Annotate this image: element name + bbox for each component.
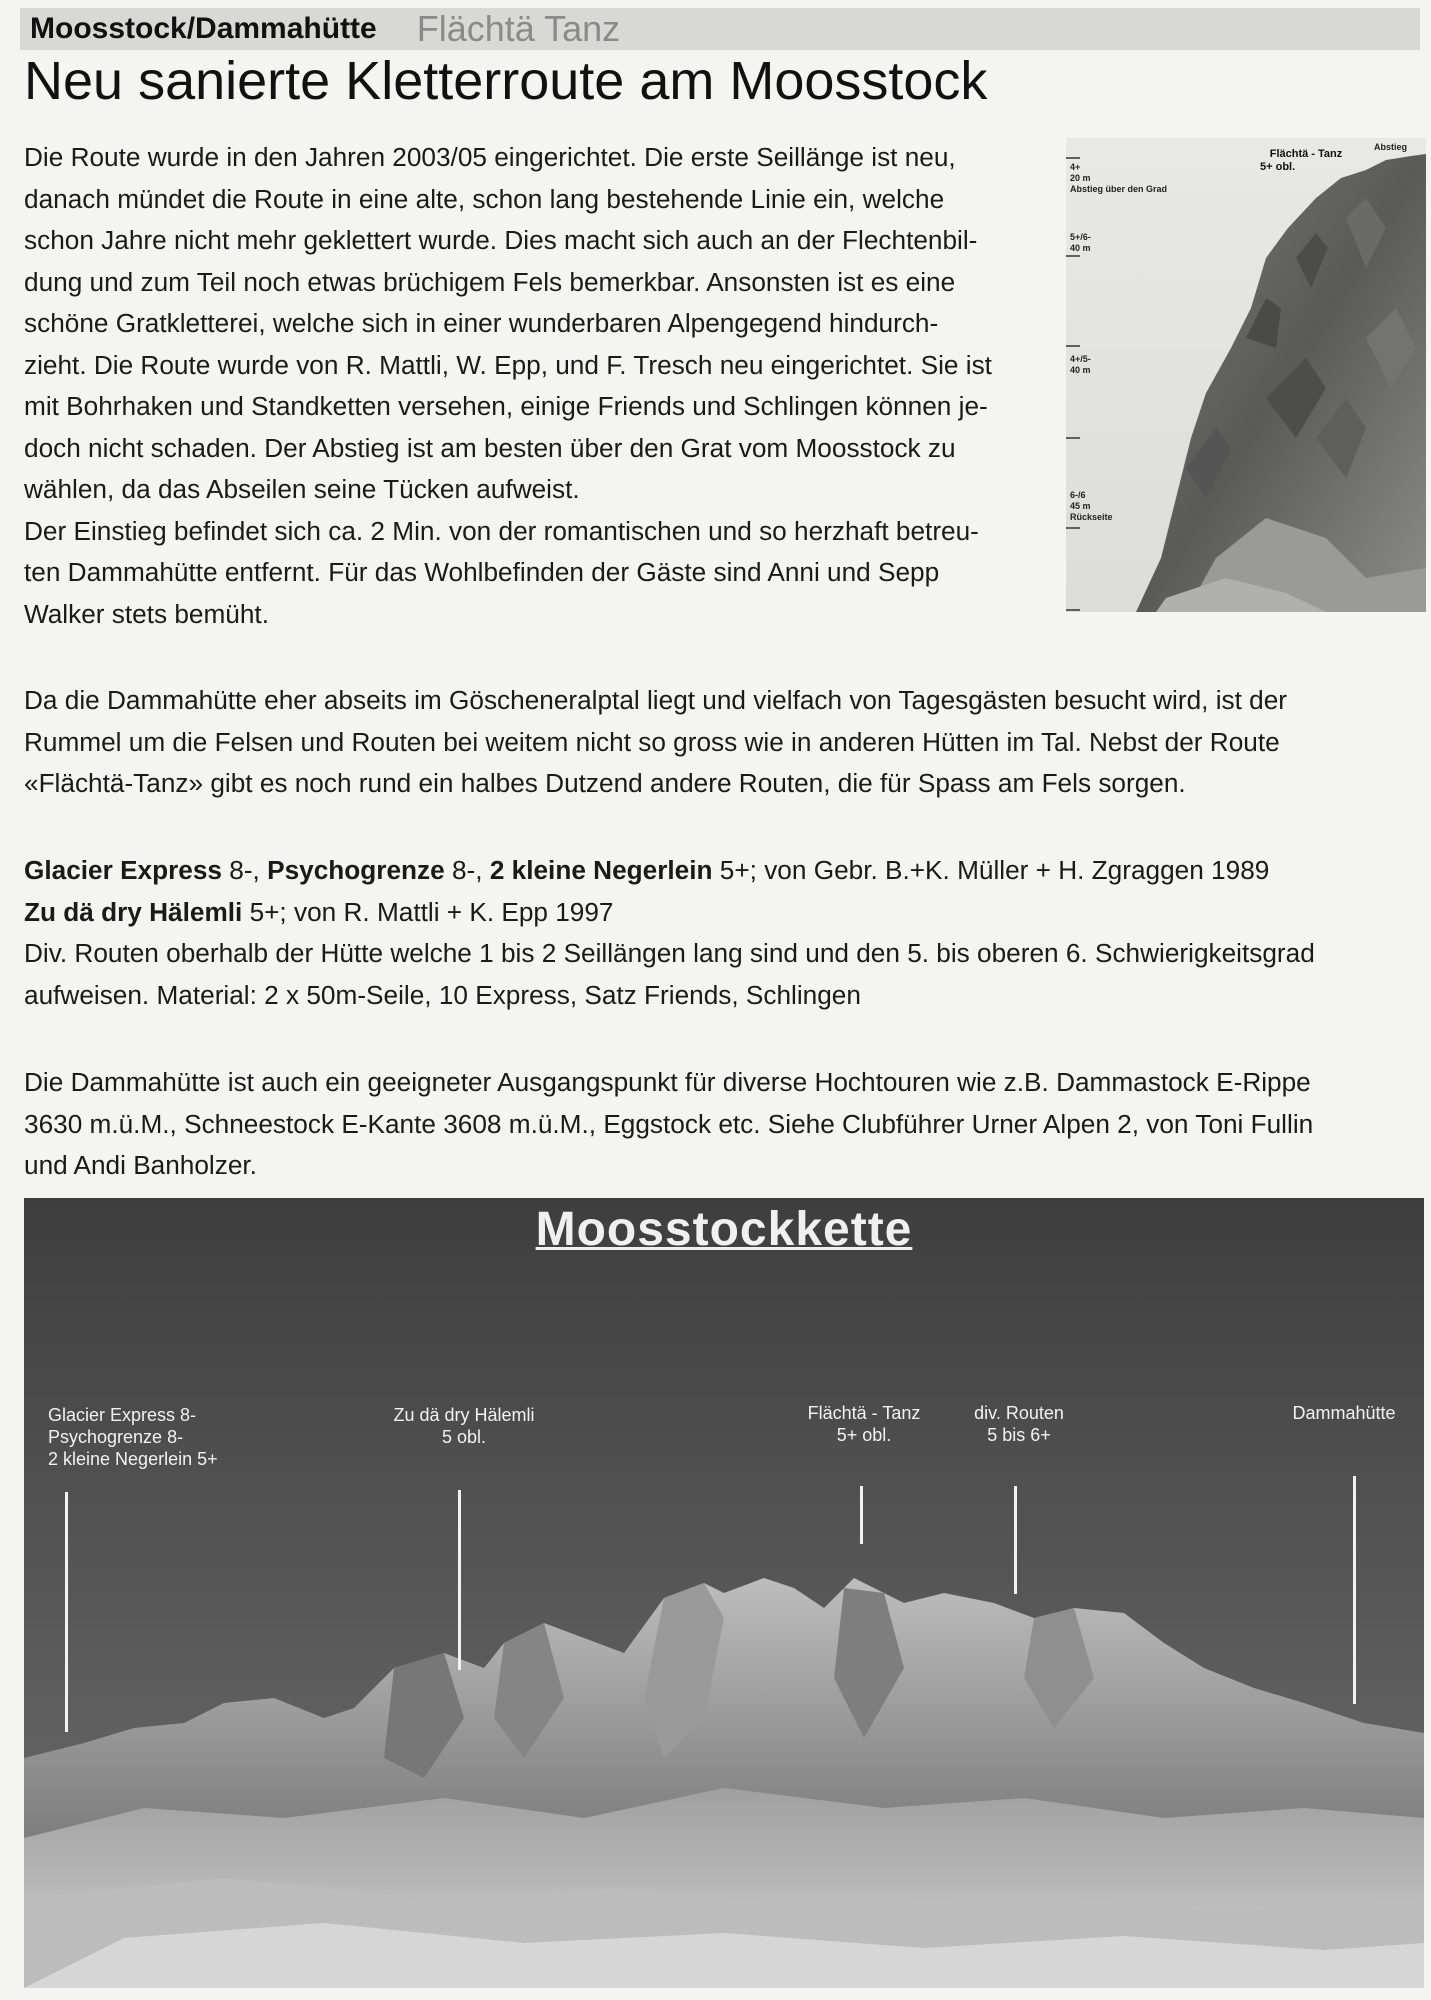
- pitch-length: 40 m: [1070, 365, 1091, 375]
- pitch-length: 45 m: [1070, 501, 1091, 511]
- route-line-1: [24, 850, 1420, 892]
- text-line: danach mündet die Route in eine alte, schon lang bestehende Linie ein, welche: [24, 183, 945, 214]
- pitch-length: 40 m: [1070, 243, 1091, 253]
- route-name: Zu dä dry Hälemli: [24, 896, 243, 927]
- text-line: ten Dammahütte entfernt. Für das Wohlbefinden der Gäste sind Anni und Sepp: [24, 557, 940, 587]
- section-location: Moosstock/Dammahütte: [30, 12, 377, 45]
- text-line: Div. Routen oberhalb der Hütte welche 1 bis 2 Seillängen lang sind und den 5. bis oberen 6. Schwierigkeitsgrad: [24, 938, 1315, 968]
- text-line: schöne Gratkletterei, welche sich in einer wunderbaren Alpengegend hindurch-: [24, 308, 939, 338]
- route-grade: 8-,: [222, 855, 268, 885]
- route-marker-line: [458, 1490, 461, 1670]
- label-flaechta-tanz: [784, 1402, 944, 1446]
- route-details: 5+; von R. Mattli + K. Epp 1997: [242, 896, 614, 927]
- text-line: mit Bohrhaken und Standketten versehen, einige Friends und Schlingen können je-: [24, 391, 988, 421]
- text-line: zieht. Die Route wurde von R. Mattli, W. Epp, und F. Tresch neu eingerichtet. Sie ist: [24, 349, 992, 380]
- route-name: 2 kleine Negerlein: [489, 855, 713, 885]
- pitch-grade: 6-/6: [1070, 490, 1086, 500]
- text-line: schon Jahre nicht mehr geklettert wurde. Dies macht sich auch an der Flechtenbil-: [24, 225, 978, 255]
- label-line: Flächtä - Tanz: [807, 1403, 921, 1423]
- text-line: 3630 m.ü.M., Schneestock E-Kante 3608 m.ü.M., Eggstock etc. Siehe Clubführer Urner Alpen 2, von Toni Fullin: [24, 1108, 1314, 1139]
- label-line: 5 obl.: [441, 1427, 487, 1447]
- text-line: dung und zum Teil noch etwas brüchigem Fels bemerkbar. Ansonsten ist es eine: [24, 266, 956, 297]
- pitch-grade: 4+/5-: [1070, 354, 1091, 364]
- route-marker-line: [1014, 1486, 1017, 1594]
- pitch-note: Rückseite: [1070, 512, 1113, 522]
- section-header-bar: [20, 8, 1420, 50]
- route-line-2: [24, 892, 1420, 934]
- text-line: doch nicht schaden. Der Abstieg ist am besten über den Grat vom Moosstock zu: [24, 432, 956, 463]
- paragraph-routes: [24, 850, 1420, 1016]
- label-line: 2 kleine Negerlein 5+: [48, 1449, 218, 1469]
- route-grade: 8-,: [444, 855, 490, 885]
- route-name: Glacier Express: [24, 855, 222, 885]
- pitch-grade: 5+/6-: [1070, 232, 1091, 242]
- label-line: Glacier Express 8-: [48, 1405, 197, 1425]
- topo-mountain-image: [1066, 138, 1426, 612]
- label-line: Psychogrenze 8-: [48, 1427, 184, 1447]
- topo-pitch-4: [1070, 490, 1113, 523]
- paragraph-tours: [24, 1062, 1420, 1187]
- topo-route-label: [1246, 148, 1366, 174]
- topo-route-name: Flächtä - Tanz: [1269, 148, 1343, 160]
- label-haelemli: [364, 1404, 564, 1448]
- label-line: 5 bis 6+: [987, 1425, 1051, 1445]
- label-dammahuette: Dammahütte: [1292, 1403, 1396, 1423]
- pitch-length: 20 m: [1070, 173, 1091, 183]
- topo-pitch-1: [1070, 162, 1167, 195]
- text-line: Die Route wurde in den Jahren 2003/05 eingerichtet. Die erste Seillänge ist neu,: [24, 142, 956, 172]
- route-marker-line: [65, 1492, 68, 1732]
- route-details: 5+; von Gebr. B.+K. Müller + H. Zgraggen 1989: [712, 855, 1270, 885]
- text-line: Rummel um die Felsen und Routen bei weitem nicht so gross wie in anderen Hütten im Tal. Nebst der Route: [24, 726, 1280, 757]
- route-name: Psychogrenze: [267, 855, 445, 885]
- article-title: Neu sanierte Kletterroute am Moosstock: [24, 51, 988, 111]
- paragraph-crowds: [24, 680, 1420, 805]
- panorama-mountain-image: [24, 1198, 1424, 1988]
- topo-descent-label: Abstieg: [1374, 142, 1408, 152]
- section-route-name: Flächtä Tanz: [416, 8, 621, 49]
- text-line: Da die Dammahütte eher abseits im Göscheneralptal liegt und vielfach von Tagesgästen besucht wird, ist der: [24, 685, 1288, 715]
- intro-paragraph: [24, 137, 1044, 635]
- text-line: wählen, da das Abseilen seine Tücken aufweist.: [24, 474, 580, 504]
- panorama-title: Moosstockkette: [535, 1203, 913, 1256]
- text-line: und Andi Banholzer.: [24, 1150, 257, 1180]
- label-line: Zu dä dry Hälemli: [393, 1405, 535, 1425]
- topo-pitch-3: [1070, 354, 1091, 376]
- topo-route-grade: 5+ obl.: [1260, 161, 1296, 173]
- text-line: Die Dammahütte ist auch ein geeigneter Ausgangspunkt für diverse Hochtouren wie z.B. Dammastock E-Rippe: [24, 1067, 1311, 1097]
- text-line: Walker stets bemüht.: [24, 598, 269, 629]
- pitch-note: Abstieg über den Grad: [1070, 184, 1168, 194]
- label-div-routen: [944, 1402, 1094, 1446]
- route-topo-photo: [1066, 138, 1426, 612]
- label-glacier-group: [48, 1404, 218, 1470]
- label-line: 5+ obl.: [836, 1425, 892, 1445]
- pitch-grade: 4+: [1070, 162, 1081, 172]
- label-line: div. Routen: [974, 1403, 1064, 1423]
- text-line: aufweisen. Material: 2 x 50m-Seile, 10 Express, Satz Friends, Schlingen: [24, 979, 861, 1010]
- route-marker-line: [1353, 1476, 1356, 1704]
- route-marker-line: [860, 1486, 863, 1544]
- topo-pitch-2: [1070, 232, 1091, 254]
- text-line: «Flächtä-Tanz» gibt es noch rund ein halbes Dutzend andere Routen, die für Spass am Fels sorgen.: [24, 768, 1186, 798]
- text-line: Der Einstieg befindet sich ca. 2 Min. von der romantischen und so herzhaft betreu-: [24, 515, 979, 546]
- panorama-photo: [24, 1198, 1424, 1988]
